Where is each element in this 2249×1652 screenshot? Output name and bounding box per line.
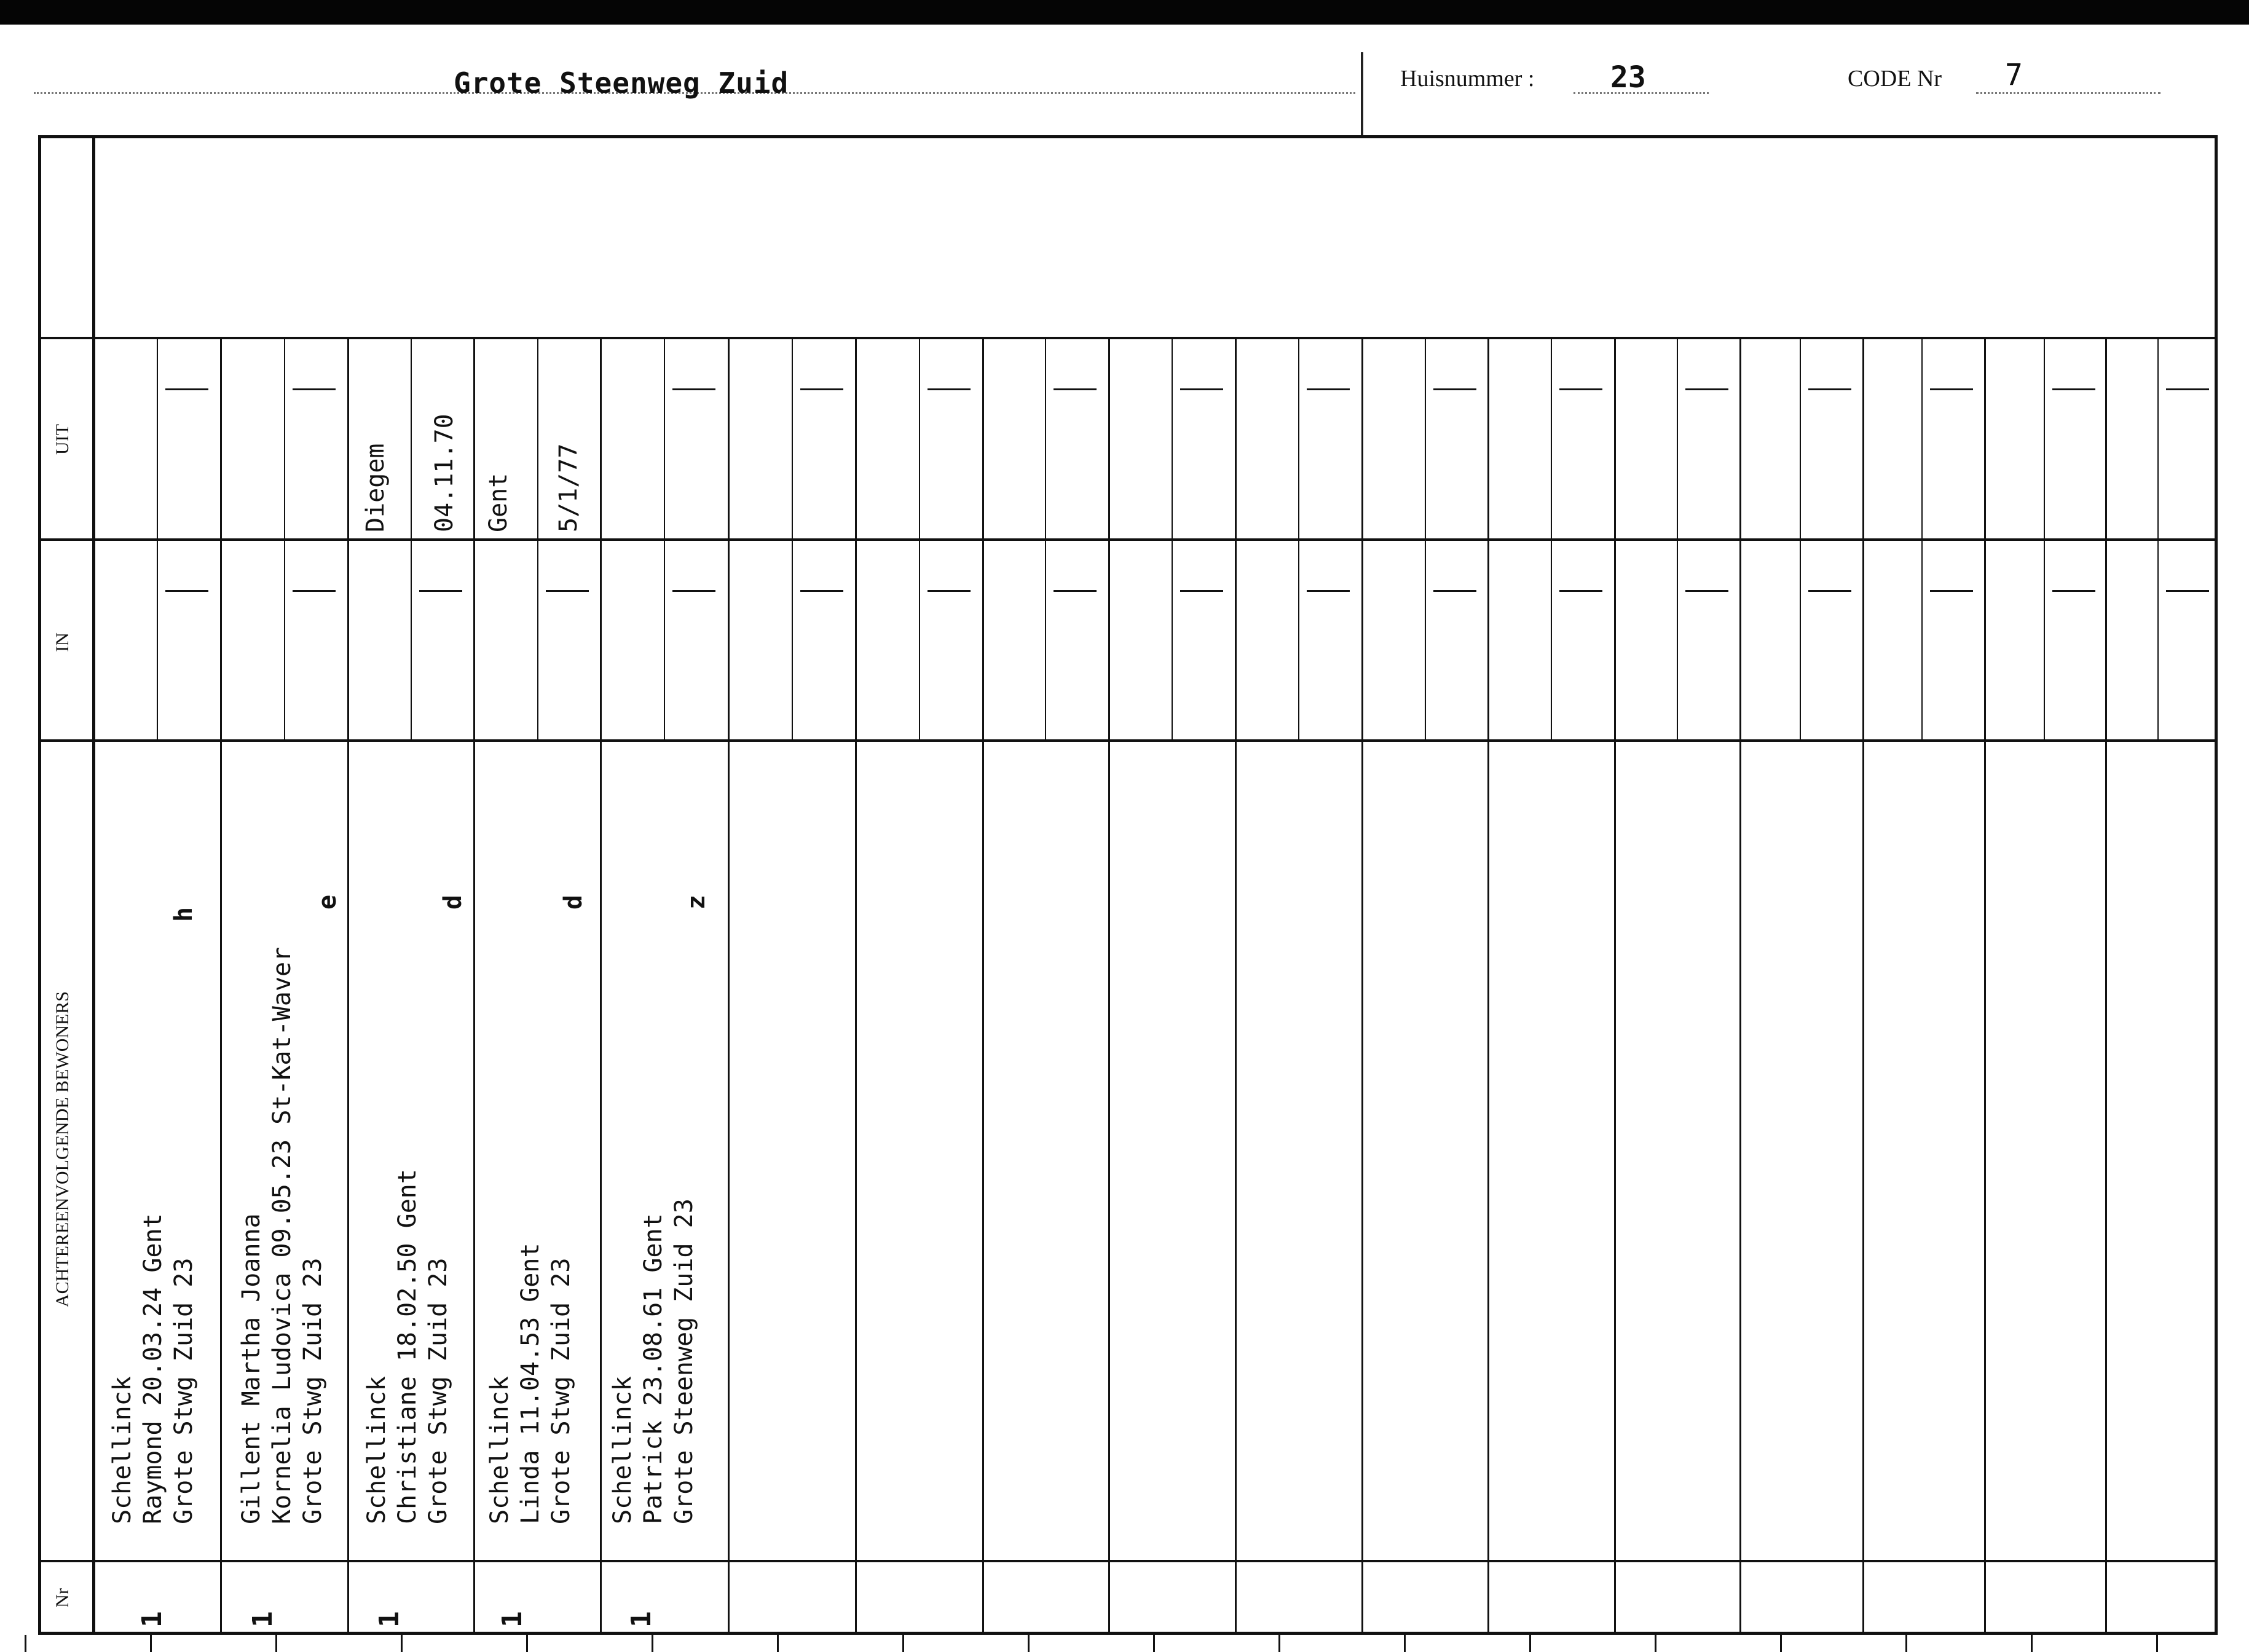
resident-3-uit-place: Diegem [361,443,390,532]
column-line-major [728,338,730,1635]
empty-entry-dash [928,590,971,592]
bottom-tick [2031,1635,2033,1652]
column-line-minor [919,338,920,741]
column-line-major [1739,338,1741,1635]
column-line-major [347,338,349,1635]
column-line-major [600,338,602,1635]
resident-5-line-2: Patrick 23.08.61 Gent [639,1213,668,1524]
empty-entry-dash [546,590,589,592]
empty-entry-dash [1685,388,1728,390]
resident-3-uit-date: 04.11.70 [430,414,459,532]
column-line-minor [157,338,158,741]
column-line-minor [664,338,665,741]
resident-3-line-3: Grote Stwg Zuid 23 [424,1257,452,1524]
line-uit-top [38,337,2218,339]
column-line-minor [284,338,285,741]
empty-entry-dash [2052,590,2095,592]
bottom-tick [1404,1635,1406,1652]
resident-5-line-3: Grote Steenweg Zuid 23 [670,1198,698,1524]
column-line-major [1862,338,1864,1635]
column-line-minor [1551,338,1552,741]
column-line-major [1361,338,1363,1635]
column-line-minor [1677,338,1678,741]
bottom-tick [1655,1635,1656,1652]
empty-entry-dash [1054,388,1097,390]
bottom-tick [902,1635,904,1652]
resident-3-code: d [439,894,467,910]
bottom-tick [777,1635,779,1652]
empty-entry-dash [1559,590,1602,592]
column-line-major [2105,338,2107,1635]
bewoners-row-label: ACHTEREENVOLGENDE BEWONERS [52,991,73,1308]
column-line-minor [2157,338,2159,741]
empty-entry-dash [800,590,843,592]
resident-4-code: d [559,894,588,910]
resident-5-code: z [682,894,711,910]
bottom-tick [401,1635,403,1652]
line-in-top [38,538,2218,541]
empty-entry-dash [1307,590,1350,592]
column-line-major [473,338,475,1635]
empty-entry-dash [2166,590,2209,592]
bottom-tick [2156,1635,2158,1652]
column-line-minor [1172,338,1173,741]
nr-row-label: Nr [52,1588,73,1608]
resident-4-line-2: Linda 11.04.53 Gent [516,1243,545,1524]
resident-1-line-3: Grote Stwg Zuid 23 [170,1257,198,1524]
bottom-tick [150,1635,152,1652]
resident-4-nr: 1 [497,1611,528,1627]
resident-1-nr: 1 [136,1611,168,1627]
resident-2-code: e [313,894,342,910]
street-name: Grote Steenweg Zuid [454,66,789,100]
resident-2-line-2: Kornelia Ludovica 09.05.23 St-Kat-Waver [268,946,296,1524]
empty-entry-dash [165,388,208,390]
line-bewoners-top [38,739,2218,742]
empty-entry-dash [293,590,336,592]
code-label: CODE Nr [1848,66,1942,92]
column-line-minor [411,338,412,741]
empty-entry-dash [1180,590,1223,592]
empty-entry-dash [293,388,336,390]
bottom-tick [1529,1635,1531,1652]
empty-entry-dash [2166,388,2209,390]
resident-3-line-1: Schellinck [363,1376,391,1524]
empty-entry-dash [1685,590,1728,592]
column-line-minor [1298,338,1299,741]
bottom-tick [652,1635,653,1652]
line-nr-top [38,1560,2218,1562]
column-line-minor [1921,338,1923,741]
resident-4-uit-date: 5/1/77 [554,443,583,532]
resident-1-code: h [170,907,198,922]
column-line-major [1984,338,1986,1635]
resident-2-line-3: Grote Stwg Zuid 23 [299,1257,327,1524]
bottom-tick [1028,1635,1030,1652]
huisnummer-label: Huisnummer : [1400,66,1535,92]
label-column-divider [92,135,95,1635]
column-line-minor [1800,338,1801,741]
column-line-minor [537,338,538,741]
empty-entry-dash [1930,388,1973,390]
empty-entry-dash [1433,590,1476,592]
empty-entry-dash [1808,388,1851,390]
empty-entry-dash [419,590,462,592]
column-line-major [855,338,857,1635]
in-row-label: IN [52,632,73,652]
header-divider [1361,52,1363,138]
empty-entry-dash [1808,590,1851,592]
bottom-tick [1278,1635,1280,1652]
empty-entry-dash [2052,388,2095,390]
resident-1-line-2: Raymond 20.03.24 Gent [139,1213,167,1524]
code-dotted-line [1976,92,2160,94]
resident-4-uit-place: Gent [484,473,513,532]
empty-entry-dash [928,388,971,390]
column-line-major [1614,338,1616,1635]
column-line-major [1108,338,1110,1635]
column-line-minor [1045,338,1046,741]
resident-3-nr: 1 [374,1611,405,1627]
column-line-minor [1425,338,1426,741]
empty-entry-dash [1054,590,1097,592]
bottom-tick [1153,1635,1155,1652]
column-line-minor [2044,338,2045,741]
resident-3-line-2: Christiane 18.02.50 Gent [393,1169,422,1524]
resident-5-nr: 1 [626,1611,657,1627]
code-value: 7 [2005,58,2023,92]
empty-entry-dash [672,388,715,390]
empty-entry-dash [800,388,843,390]
empty-entry-dash [672,590,715,592]
bottom-tick [275,1635,277,1652]
column-line-major [1487,338,1489,1635]
empty-entry-dash [1433,388,1476,390]
empty-entry-dash [1559,388,1602,390]
top-edge-bar [0,0,2249,25]
resident-4-line-1: Schellinck [486,1376,514,1524]
resident-4-line-3: Grote Stwg Zuid 23 [547,1257,575,1524]
column-line-major [1235,338,1237,1635]
resident-5-line-1: Schellinck [609,1376,637,1524]
column-line-major [220,338,222,1635]
resident-2-nr: 1 [247,1611,278,1627]
column-line-major [982,338,984,1635]
bottom-tick-row [25,1635,2237,1652]
resident-2-line-1: Gillent Martha Joanna [237,1213,266,1524]
bottom-tick [1780,1635,1782,1652]
bottom-tick [526,1635,528,1652]
uit-row-label: UIT [52,424,73,455]
resident-1-line-1: Schellinck [108,1376,136,1524]
empty-entry-dash [165,590,208,592]
empty-entry-dash [1307,388,1350,390]
bottom-tick [1905,1635,1907,1652]
huisnummer-value: 23 [1610,60,1646,95]
empty-entry-dash [1180,388,1223,390]
bottom-tick [25,1635,26,1652]
column-line-minor [792,338,793,741]
empty-entry-dash [1930,590,1973,592]
